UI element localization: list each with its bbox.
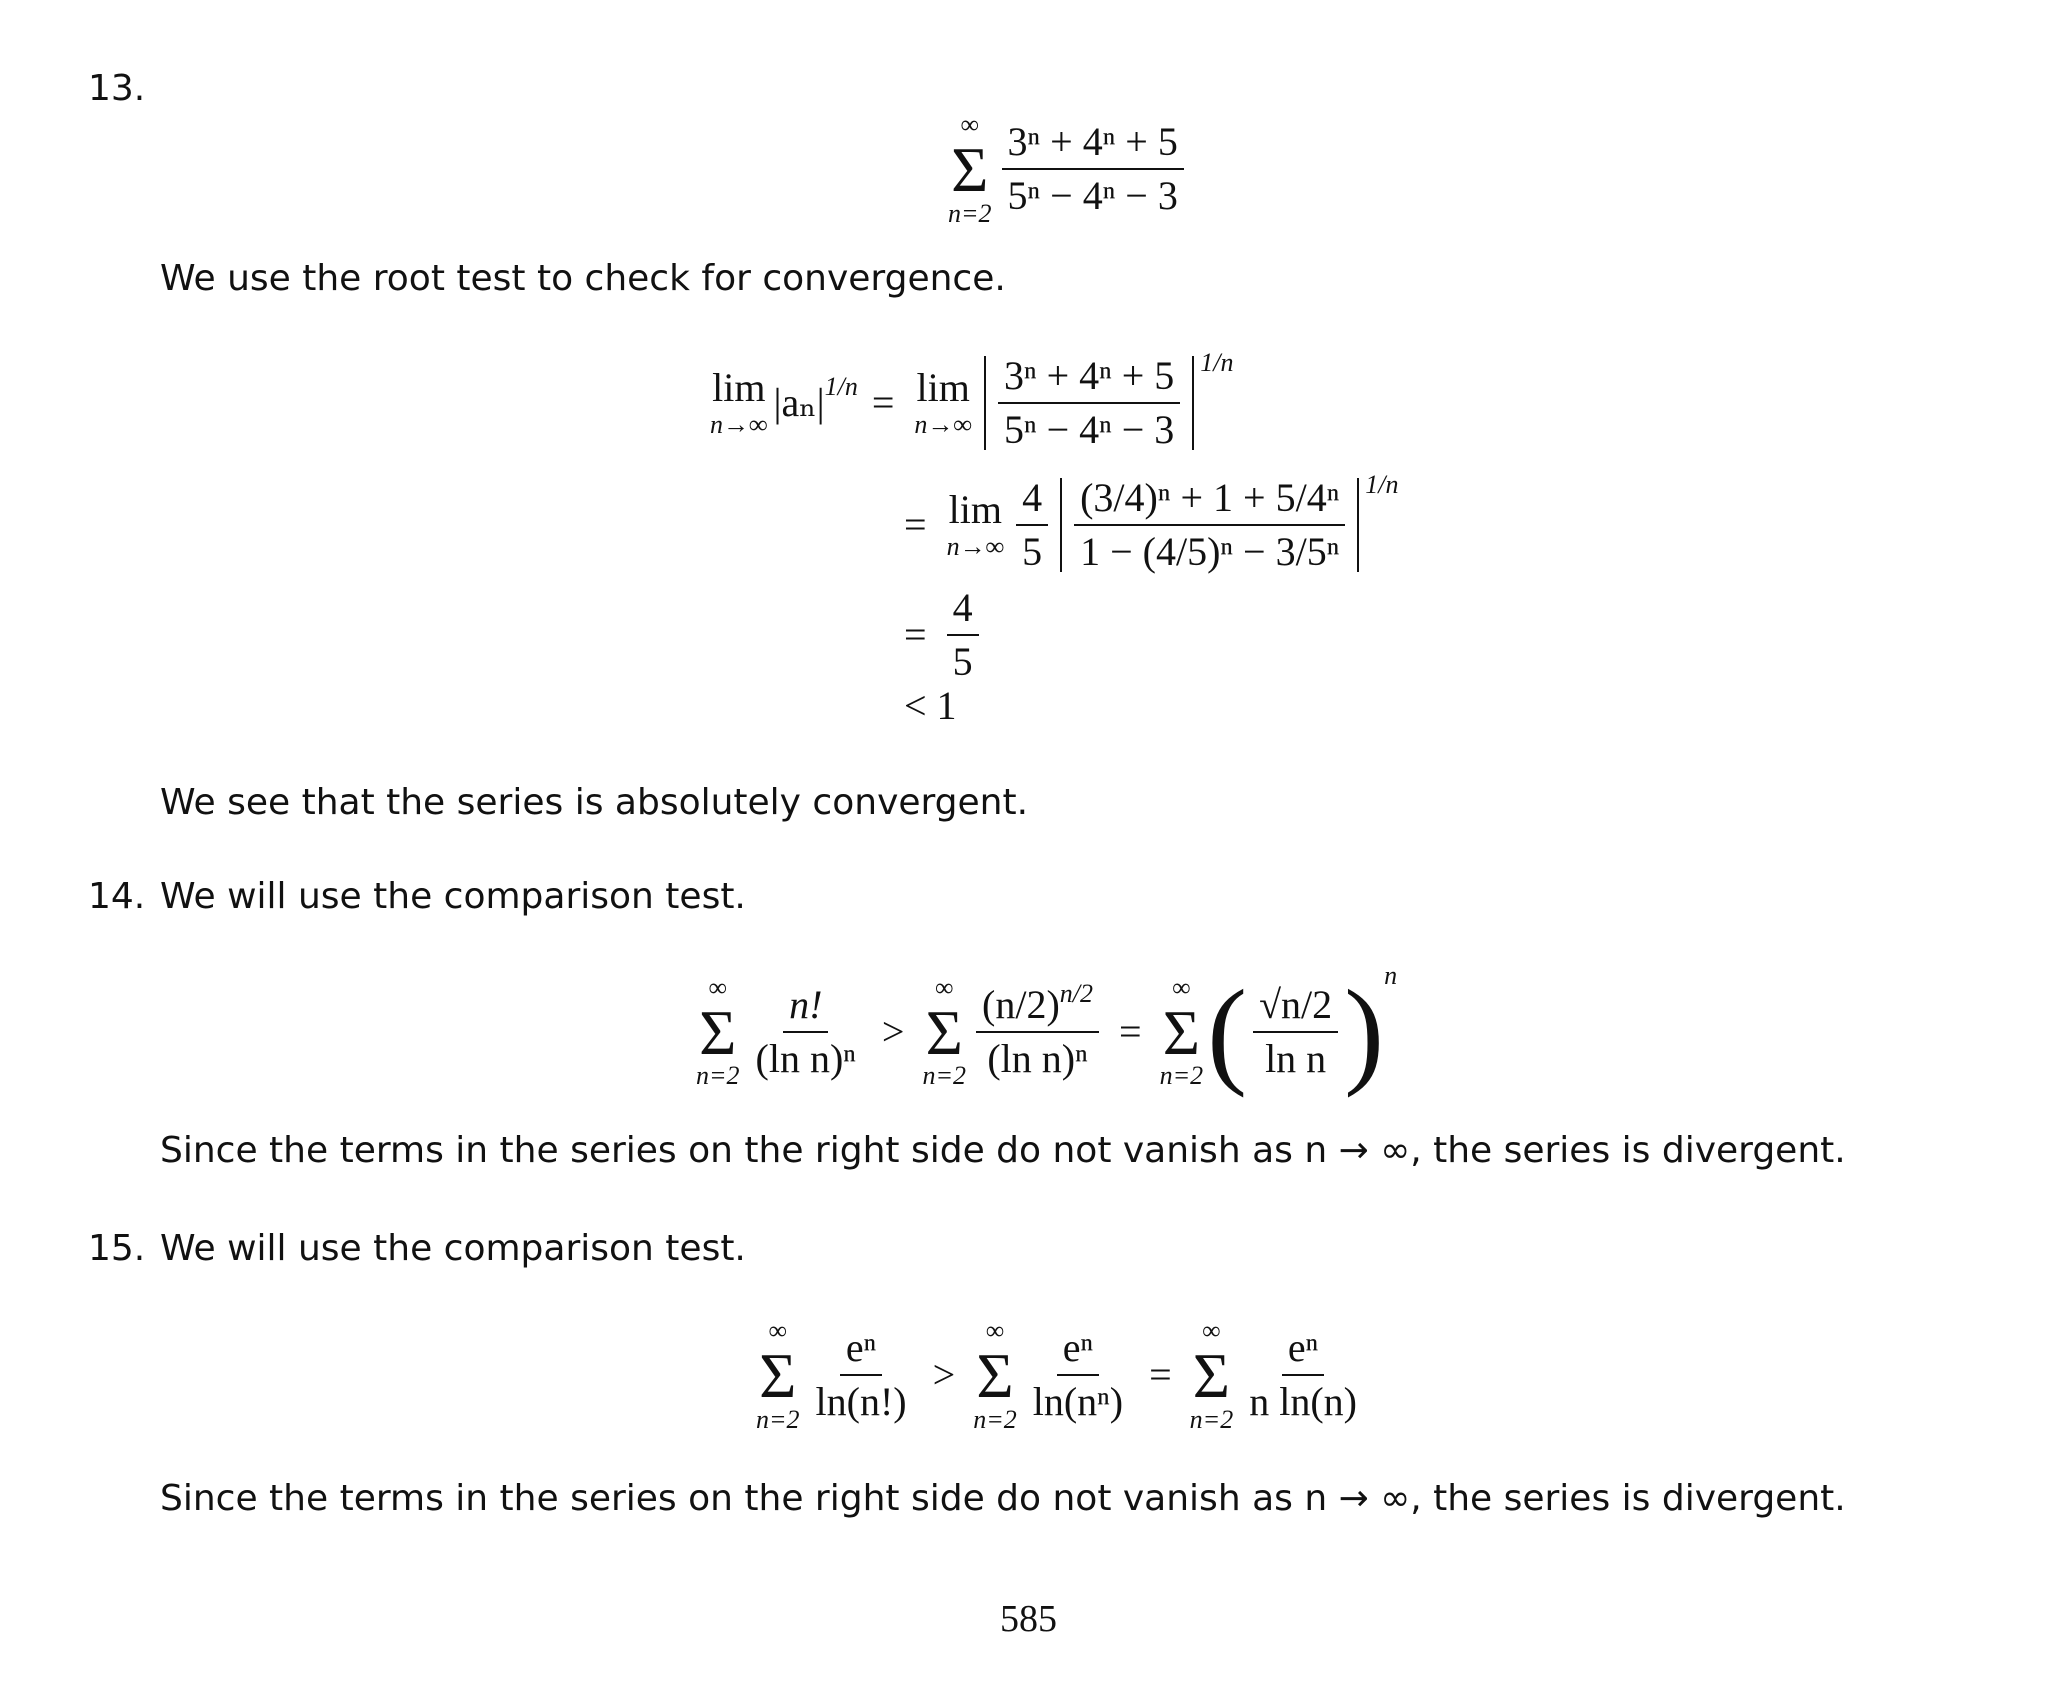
problem-13-series [944,112,1190,227]
problem-14-conclusion: Since the terms in the series on the right side do not vanish as n → ∞, the series is divergent. [160,1130,1846,1171]
series-fraction: $\frac{\text{3ⁿ + 4ⁿ + 5}}{\text{5ⁿ − 4ⁿ − 3}}$ [1002,122,1184,216]
problem-15-intro: We will use the comparison test. [160,1228,746,1269]
root-test-step-2: = lim n→∞ $\frac{4}{5}$ $\frac{\text{(3/4)ⁿ + 1 + 5/4ⁿ}}{\text{1 − (4/5)ⁿ − 3/5ⁿ}}$ 1/n [904,470,1399,574]
problem-14-intro: We will use the comparison test. [160,876,746,917]
problem-15-conclusion: Since the terms in the series on the right side do not vanish as n → ∞, the series is divergent. [160,1478,1846,1519]
problem-14-comparison: ∞ Σ n=2 $\frac{n!}{\text{(ln n)ⁿ}}$ > ∞ Σ n=2 $\frac{(n/2)^{n/2}}{\text{(ln n)ⁿ}}$ = ∞ Σ n=2 ( $\frac{√n/2}{\text{ln n}}$ ) n [696,961,1398,1098]
problem-14-number: 14. [88,876,146,917]
problem-13-intro: We use the root test to check for convergence. [160,258,1006,299]
root-test-step-1: lim n→∞ |aₙ| 1/n = lim n→∞ $\frac{\text{3ⁿ + 4ⁿ + 5}}{\text{5ⁿ − 4ⁿ − 3}}$ 1/n [710,348,1234,452]
problem-15-comparison: ∞ Σ n=2 $\frac{\text{eⁿ}}{\ln(n!)}$ > ∞ Σ n=2 $\frac{\text{eⁿ}}{\text{ln(nⁿ)}}$ = ∞ Σ n=2 $\frac{\text{eⁿ}}{\text{n ln(n)}}$ [756,1316,1357,1434]
root-test-step-4: < 1 [904,683,957,728]
root-test-step-3: = $\frac{4}{5}$ [904,588,985,682]
problem-13-conclusion: We see that the series is absolutely convergent. [160,782,1029,823]
page-number: 585 [1000,1598,1057,1640]
problem-15-number: 15. [88,1228,146,1269]
sum-symbol: ∞ Σ n=2 [948,110,992,228]
problem-13-number: 13. [88,68,146,109]
